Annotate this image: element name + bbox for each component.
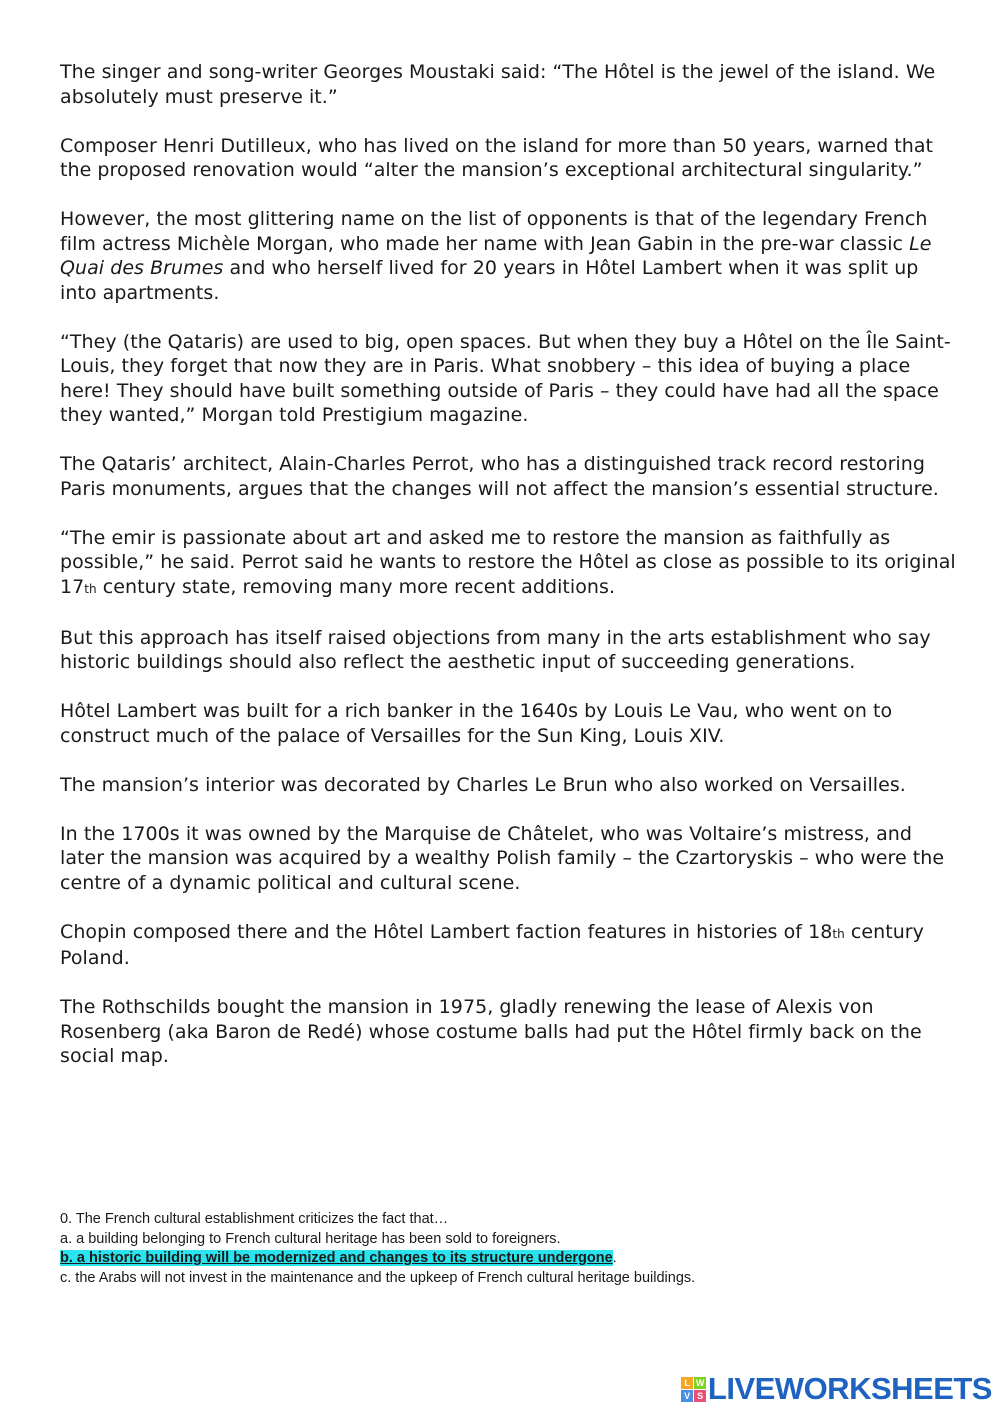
paragraph-dutilleux: Composer Henri Dutilleux, who has lived on the island for more than 50 years, warned that the proposed renovation would “alter the mansion’s exceptional architectural singularity.”	[60, 134, 934, 181]
film-title: Le Quai des Brumes	[60, 232, 932, 279]
paragraph-chopin-text-2: century Poland.	[60, 920, 924, 969]
paragraph-moustaki: The singer and song-writer Georges Moustaki said: “The Hôtel is the jewel of the island. We absolutely must preserve it.”	[60, 61, 936, 108]
option-b-period: .	[612, 1250, 617, 1266]
paragraph-emir-text-2: century state, removing many more recent additions.	[96, 575, 616, 598]
question-block	[60, 1210, 960, 1288]
paragraph-morgan-text-1: However, the most glittering name on the list of opponents is that of the legendary French film actress Michèle Morgan, who made her name with Jean Gabin in the pre-war classic	[60, 208, 928, 255]
paragraph-emir	[60, 526, 960, 602]
paragraph-chopin-text-1: Chopin composed there and the Hôtel Lambert faction features in histories of 18	[60, 920, 833, 943]
liveworksheets-logo	[681, 1371, 992, 1407]
option-b[interactable]	[60, 1249, 960, 1269]
ordinal-suffix: th	[84, 581, 97, 596]
option-c[interactable]: c. the Arabs will not invest in the maintenance and the upkeep of French cultural heritage buildings.	[60, 1269, 696, 1286]
paragraph-perrot: The Qataris’ architect, Alain-Charles Perrot, who has a distinguished track record restoring Paris monuments, argues that the changes will not affect the mansion’s essential structure.	[60, 453, 939, 500]
paragraph-morgan-text-2: and who herself lived for 20 years in Hôtel Lambert when it was split up into apartments.	[60, 257, 919, 304]
paragraph-chatelet: In the 1700s it was owned by the Marquise de Châtelet, who was Voltaire’s mistress, and later the mansion was acquired by a wealthy Polish family – the Czartoryskis – who were the centre of a dynamic political and cultural scene.	[60, 822, 945, 894]
paragraph-objections: But this approach has itself raised objections from many in the arts establishment who say historic buildings should also reflect the aesthetic input of succeeding generations.	[60, 626, 931, 673]
paragraph-qataris-quote: “They (the Qataris) are used to big, open spaces. But when they buy a Hôtel on the Île Saint-Louis, they forget that now they are in Paris. What snobbery – this idea of buying a place here! They should have built something outside of Paris – they could have had all the space they wanted,” Morgan told Prestigium magazine.	[60, 330, 951, 426]
question-prompt: 0. The French cultural establishment criticizes the fact that…	[60, 1211, 449, 1227]
selected-answer[interactable]: b. a historic building will be modernized and changes to its structure undergone	[60, 1250, 613, 1266]
paragraph-emir-text-1: “The emir is passionate about art and asked me to restore the mansion as faithfully as possible,” he said. Perrot said he wants to restore the Hôtel as close as possible to its original 17	[60, 526, 956, 598]
ordinal-suffix: th	[832, 926, 845, 941]
liveworksheets-logo-icon: L W V S	[681, 1377, 706, 1402]
option-a[interactable]: a. a building belonging to French cultural heritage has been sold to foreigners.	[60, 1230, 561, 1247]
logo-text: LIVEWORKSHEETS	[707, 1371, 992, 1406]
article-body	[60, 60, 960, 1093]
paragraph-le-brun: The mansion’s interior was decorated by Charles Le Brun who also worked on Versailles.	[60, 773, 906, 796]
paragraph-rothschilds: The Rothschilds bought the mansion in 1975, gladly renewing the lease of Alexis von Rosenberg (aka Baron de Redé) whose costume balls had put the Hôtel firmly back on the social map.	[60, 996, 922, 1067]
paragraph-le-vau: Hôtel Lambert was built for a rich banker in the 1640s by Louis Le Vau, who went on to construct much of the palace of Versailles for the Sun King, Louis XIV.	[60, 700, 893, 747]
paragraph-chopin	[60, 920, 960, 971]
paragraph-morgan	[60, 207, 960, 305]
